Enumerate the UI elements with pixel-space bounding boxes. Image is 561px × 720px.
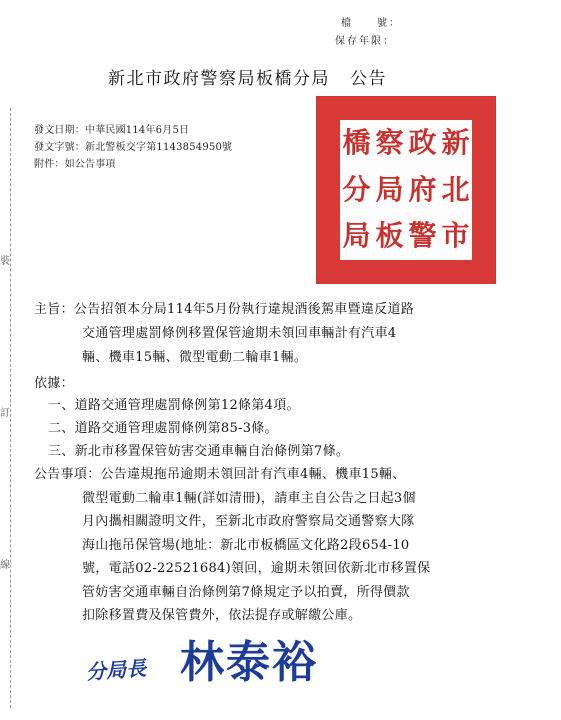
agency-name: 新北市政府警察局板橋分局 (108, 69, 330, 89)
page-title (108, 64, 387, 89)
notice-line: 扣除移置費及保管費外，依法提存或解繳公庫。 (82, 608, 362, 623)
signature-name: 林泰裕 (180, 637, 318, 688)
issue-date: 發文日期：中華民國114年6月5日 (34, 125, 190, 136)
margin-mark-middle: 訂 (0, 408, 10, 419)
seal-character: 政 (408, 126, 437, 159)
seal-character: 板 (375, 219, 404, 253)
seal-character: 北 (441, 172, 470, 206)
seal-character: 局 (375, 172, 404, 206)
seal-character: 察 (375, 126, 404, 159)
signature-title: 分局長 (85, 655, 147, 685)
attachment-note: 附件：如公告事項 (34, 159, 116, 170)
seal-character: 警 (408, 219, 437, 253)
file-number-label: 檔 號： (341, 18, 401, 29)
seal-character: 橋 (342, 126, 371, 159)
margin-mark-top: 裝 (0, 256, 10, 267)
basis-label: 依據： (34, 376, 74, 391)
subject-line: 主旨：公告招領本分局114年5月份執行違規酒後駕車暨違反道路 (34, 302, 415, 317)
basis-item: 三、新北市移置保管妨害交通車輛自治條例第7條。 (48, 444, 350, 459)
seal-character: 府 (408, 172, 437, 206)
seal-character: 新 (441, 126, 470, 159)
subject-line: 交通管理處罰條例移置保管逾期未領回車輛計有汽車4 (82, 326, 397, 341)
official-seal (316, 96, 496, 284)
notice-line: 微型電動二輪車1輛(詳如清冊)，請車主自公告之日起3個 (82, 490, 416, 506)
notice-line: 管妨害交通車輛自治條例第7條規定予以拍賣，所得價款 (82, 584, 410, 600)
basis-item: 二、道路交通管理處罰條例第85-3條。 (48, 421, 278, 436)
document-number: 發文字號：新北警板交字第1143854950號 (34, 142, 233, 153)
notice-line: 月內攜相關證明文件，至新北市政府警察局交通警察大隊 (82, 514, 415, 529)
notice-line: 海山拖吊保管場(地址：新北市板橋區文化路2段654-10 (82, 537, 410, 553)
margin-mark-bottom: 線 (0, 560, 10, 571)
binding-line (10, 108, 12, 708)
seal-character: 市 (441, 219, 470, 253)
notice-line: 號，電話02-22521684)領回，逾期未領回依新北市移置保 (82, 561, 431, 576)
notice-line: 公告事項：公告違規拖吊逾期未領回計有汽車4輛、機車15輛、 (34, 467, 406, 482)
seal-characters (340, 120, 472, 260)
basis-item: 一、道路交通管理處罰條例第12條第4項。 (48, 398, 300, 413)
subject-line: 輛、機車15輛、微型電動二輪車1輛。 (82, 350, 308, 365)
document-type: 公告 (350, 69, 387, 89)
retention-period-label: 保存年限： (335, 36, 395, 47)
seal-character: 分 (342, 172, 371, 206)
seal-character: 局 (342, 219, 371, 253)
